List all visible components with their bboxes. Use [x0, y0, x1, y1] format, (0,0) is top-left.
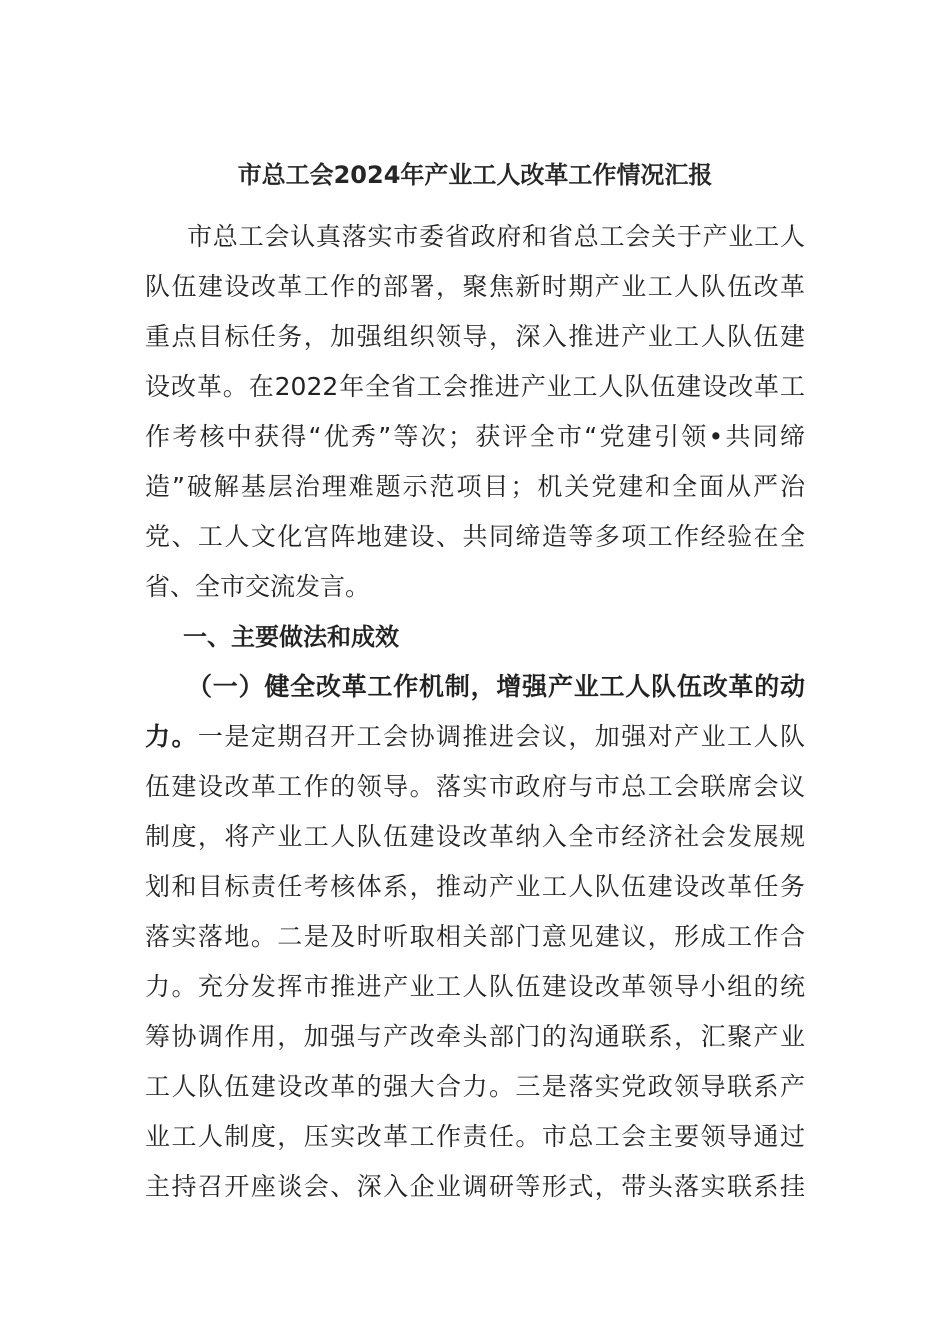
paragraph-line: 党、工人文化宫阵地建设、共同缔造等多项工作经验在全 — [145, 522, 805, 551]
paragraph-line: 主持召开座谈会、深入企业调研等形式，带头落实联系挂 — [145, 1172, 805, 1201]
paragraph-line: 作考核中获得“优秀”等次；获评全市“党建引领•共同缔 — [145, 422, 805, 451]
paragraph-line: 制度，将产业工人队伍建设改革纳入全市经济社会发展规 — [145, 822, 805, 851]
paragraph-line: 划和目标责任考核体系，推动产业工人队伍建设改革任务 — [145, 872, 805, 901]
subsection-heading-end: 力。 — [145, 722, 198, 751]
document-body — [145, 220, 805, 1220]
document-title: 市总工会2024年产业工人改革工作情况汇报 — [237, 161, 713, 189]
section-heading: 一、主要做法和成效 — [183, 623, 399, 651]
paragraph-line: 市总工会认真落实市委省政府和省总工会关于产业工人 — [187, 222, 805, 251]
paragraph-line: 重点目标任务，加强组织领导，深入推进产业工人队伍建 — [145, 322, 805, 351]
paragraph-line: 落实落地。二是及时听取相关部门意见建议，形成工作合 — [145, 922, 805, 951]
paragraph-line: 设改革。在2022年全省工会推进产业工人队伍建设改革工 — [145, 372, 805, 401]
paragraph-line: 造”破解基层治理难题示范项目；机关党建和全面从严治 — [145, 472, 805, 501]
paragraph-line: 力。充分发挥市推进产业工人队伍建设改革领导小组的统 — [145, 972, 805, 1001]
paragraph-line: 工人队伍建设改革的强大合力。三是落实党政领导联系产 — [145, 1072, 805, 1101]
paragraph-line — [145, 720, 805, 770]
paragraph-line: 业工人制度，压实改革工作责任。市总工会主要领导通过 — [145, 1122, 805, 1151]
paragraph-line: 伍建设改革工作的领导。落实市政府与市总工会联席会议 — [145, 772, 805, 801]
paragraph-line: 筹协调作用，加强与产改牵头部门的沟通联系，汇聚产业 — [145, 1022, 805, 1051]
paragraph-text: 一是定期召开工会协调推进会议，加强对产业工人队 — [197, 722, 805, 751]
subsection-heading: （一）健全改革工作机制，增强产业工人队伍改革的动 — [187, 672, 805, 701]
paragraph-line: 队伍建设改革工作的部署，聚焦新时期产业工人队伍改革 — [145, 272, 805, 301]
paragraph-line: 省、全市交流发言。 — [145, 572, 371, 601]
